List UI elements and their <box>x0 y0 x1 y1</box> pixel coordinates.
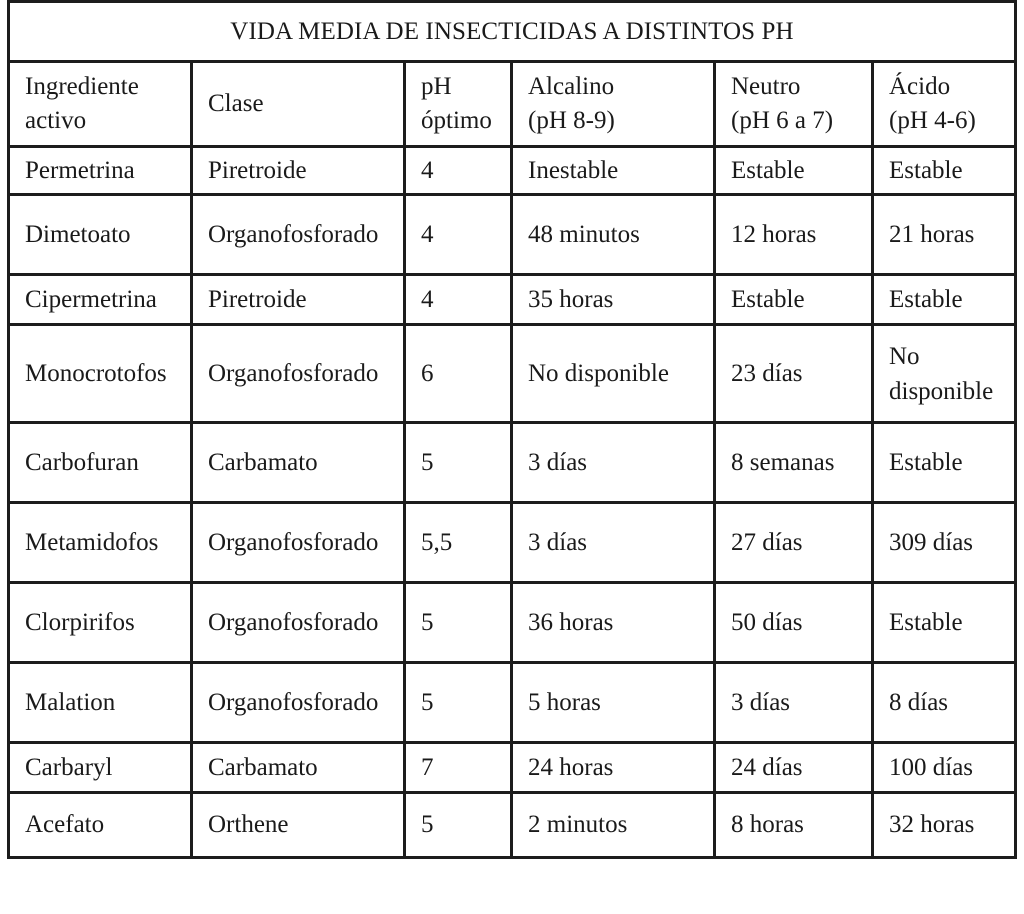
header-alcalino-line1: Alcalino <box>528 73 615 100</box>
cell-alcalino: 36 horas <box>512 583 715 663</box>
header-neutro <box>715 62 873 147</box>
cell-acido: Estable <box>873 275 1016 325</box>
cell-ph: 5 <box>405 423 512 503</box>
cell-alcalino: 35 horas <box>512 275 715 325</box>
table-row <box>9 195 1016 275</box>
header-ph-line1: pH <box>421 73 452 100</box>
cell-ph: 5 <box>405 583 512 663</box>
cell-clase: Carbamato <box>192 743 405 793</box>
cell-alcalino: Inestable <box>512 147 715 195</box>
header-ingrediente-line1: Ingrediente <box>25 73 139 100</box>
cell-ingrediente: Carbaryl <box>9 743 192 793</box>
table-row <box>9 743 1016 793</box>
cell-alcalino: No disponible <box>512 325 715 423</box>
cell-neutro: 3 días <box>715 663 873 743</box>
cell-ingrediente: Cipermetrina <box>9 275 192 325</box>
header-neutro-line2: (pH 6 a 7) <box>731 107 834 134</box>
cell-alcalino: 24 horas <box>512 743 715 793</box>
table-row <box>9 147 1016 195</box>
cell-ingrediente: Metamidofos <box>9 503 192 583</box>
cell-clase: Orthene <box>192 793 405 858</box>
table-row <box>9 423 1016 503</box>
cell-neutro: Estable <box>715 147 873 195</box>
header-neutro-line1: Neutro <box>731 73 801 100</box>
header-acido <box>873 62 1016 147</box>
header-clase-line1: Clase <box>208 90 264 117</box>
title-row <box>9 2 1016 62</box>
cell-acido: 32 horas <box>873 793 1016 858</box>
cell-ph: 5 <box>405 663 512 743</box>
cell-ingrediente: Acefato <box>9 793 192 858</box>
insecticide-ph-table <box>7 0 1017 859</box>
cell-ingrediente: Dimetoato <box>9 195 192 275</box>
table-body <box>9 0 1016 858</box>
header-ph-optimo <box>405 62 512 147</box>
header-clase <box>192 62 405 147</box>
table-row <box>9 793 1016 858</box>
cell-acido: 309 días <box>873 503 1016 583</box>
cell-clase: Organofosforado <box>192 503 405 583</box>
cell-clase: Piretroide <box>192 147 405 195</box>
cell-clase: Organofosforado <box>192 325 405 423</box>
cell-acido: 21 horas <box>873 195 1016 275</box>
cell-ingrediente: Permetrina <box>9 147 192 195</box>
header-alcalino-line2: (pH 8-9) <box>528 107 615 134</box>
cell-ph: 5 <box>405 793 512 858</box>
cell-alcalino: 3 días <box>512 423 715 503</box>
cell-ingrediente: Malation <box>9 663 192 743</box>
cell-ph: 4 <box>405 147 512 195</box>
table-row <box>9 325 1016 423</box>
cell-neutro: 50 días <box>715 583 873 663</box>
cell-clase: Piretroide <box>192 275 405 325</box>
cell-neutro: 8 semanas <box>715 423 873 503</box>
header-ingrediente <box>9 62 192 147</box>
cell-neutro: 23 días <box>715 325 873 423</box>
cell-acido: 100 días <box>873 743 1016 793</box>
header-acido-line1: Ácido <box>889 73 951 100</box>
cell-ph: 5,5 <box>405 503 512 583</box>
cell-clase: Carbamato <box>192 423 405 503</box>
table-title: VIDA MEDIA DE INSECTICIDAS A DISTINTOS PH <box>9 2 1016 62</box>
cell-neutro: 27 días <box>715 503 873 583</box>
cell-neutro: 8 horas <box>715 793 873 858</box>
header-acido-line2: (pH 4-6) <box>889 107 976 134</box>
cell-alcalino: 2 minutos <box>512 793 715 858</box>
cell-neutro: 24 días <box>715 743 873 793</box>
cell-clase: Organofosforado <box>192 583 405 663</box>
cell-acido: 8 días <box>873 663 1016 743</box>
header-row <box>9 62 1016 147</box>
header-ingrediente-line2: activo <box>25 107 87 134</box>
cell-clase: Organofosforado <box>192 663 405 743</box>
table-row <box>9 275 1016 325</box>
cell-alcalino: 48 minutos <box>512 195 715 275</box>
cell-ingrediente: Monocrotofos <box>9 325 192 423</box>
cell-neutro: Estable <box>715 275 873 325</box>
cell-alcalino: 3 días <box>512 503 715 583</box>
cell-alcalino: 5 horas <box>512 663 715 743</box>
cell-acido: No disponible <box>873 325 1016 423</box>
cell-acido: Estable <box>873 583 1016 663</box>
cell-ph: 7 <box>405 743 512 793</box>
cell-acido: Estable <box>873 147 1016 195</box>
header-ph-line2: óptimo <box>421 107 492 134</box>
header-alcalino <box>512 62 715 147</box>
cell-clase: Organofosforado <box>192 195 405 275</box>
cell-acido: Estable <box>873 423 1016 503</box>
cell-ph: 4 <box>405 275 512 325</box>
cell-ph: 6 <box>405 325 512 423</box>
cell-neutro: 12 horas <box>715 195 873 275</box>
cell-ingrediente: Clorpirifos <box>9 583 192 663</box>
table-row <box>9 663 1016 743</box>
table-row <box>9 583 1016 663</box>
cell-ph: 4 <box>405 195 512 275</box>
table-row <box>9 503 1016 583</box>
cell-ingrediente: Carbofuran <box>9 423 192 503</box>
document-page <box>7 0 1014 914</box>
